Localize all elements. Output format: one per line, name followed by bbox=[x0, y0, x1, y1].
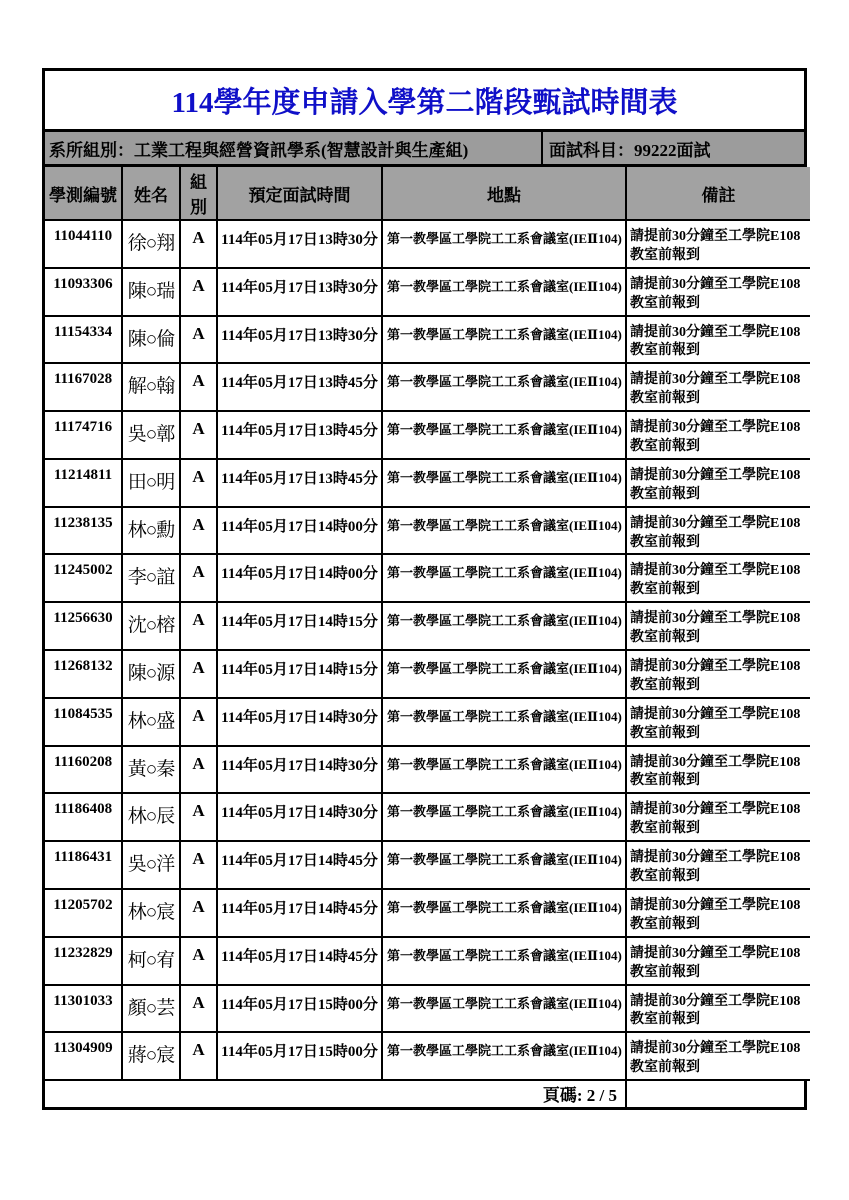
location-cell: 第一教學區工學院工工系會議室(IEⅡ104) bbox=[382, 985, 626, 1033]
name-cell: 解○翰 bbox=[122, 363, 180, 411]
exam-id-cell: 11214811 bbox=[45, 459, 122, 507]
note-cell: 請提前30分鐘至工學院E108教室前報到 bbox=[626, 698, 810, 746]
footer-row bbox=[45, 1080, 810, 1107]
table-row bbox=[45, 459, 810, 507]
time-cell: 114年05月17日14時15分 bbox=[217, 602, 382, 650]
note-cell: 請提前30分鐘至工學院E108教室前報到 bbox=[626, 411, 810, 459]
name-cell: 徐○翔 bbox=[122, 220, 180, 268]
page-title: 114學年度申請入學第二階段甄試時間表 bbox=[171, 86, 678, 119]
title-band bbox=[45, 71, 804, 129]
exam-id-cell: 11093306 bbox=[45, 268, 122, 316]
name-cell: 林○盛 bbox=[122, 698, 180, 746]
table-row bbox=[45, 793, 810, 841]
note-cell: 請提前30分鐘至工學院E108教室前報到 bbox=[626, 985, 810, 1033]
name-cell: 沈○榕 bbox=[122, 602, 180, 650]
table-row bbox=[45, 698, 810, 746]
group-cell: A bbox=[180, 459, 217, 507]
time-cell: 114年05月17日14時15分 bbox=[217, 650, 382, 698]
exam-id-cell: 11232829 bbox=[45, 937, 122, 985]
schedule-body bbox=[45, 220, 810, 1080]
note-cell: 請提前30分鐘至工學院E108教室前報到 bbox=[626, 554, 810, 602]
location-cell: 第一教學區工學院工工系會議室(IEⅡ104) bbox=[382, 937, 626, 985]
exam-id-cell: 11256630 bbox=[45, 602, 122, 650]
location-cell: 第一教學區工學院工工系會議室(IEⅡ104) bbox=[382, 793, 626, 841]
location-cell: 第一教學區工學院工工系會議室(IEⅡ104) bbox=[382, 507, 626, 555]
table-row bbox=[45, 985, 810, 1033]
column-header-location: 地點 bbox=[382, 167, 626, 220]
group-cell: A bbox=[180, 698, 217, 746]
group-cell: A bbox=[180, 220, 217, 268]
table-row bbox=[45, 937, 810, 985]
exam-id-cell: 11167028 bbox=[45, 363, 122, 411]
location-cell: 第一教學區工學院工工系會議室(IEⅡ104) bbox=[382, 841, 626, 889]
time-cell: 114年05月17日14時45分 bbox=[217, 841, 382, 889]
name-cell: 吳○鄣 bbox=[122, 411, 180, 459]
column-header-time: 預定面試時間 bbox=[217, 167, 382, 220]
column-header-group: 組別 bbox=[180, 167, 217, 220]
exam-id-cell: 11186408 bbox=[45, 793, 122, 841]
table-row bbox=[45, 841, 810, 889]
interview-subject-label: 面試科目：99222面試 bbox=[549, 140, 711, 160]
department-group-label: 系所組別：工業工程與經營資訊學系(智慧設計與生產組) bbox=[45, 132, 543, 164]
group-cell: A bbox=[180, 363, 217, 411]
table-row bbox=[45, 316, 810, 364]
column-header-exam-id: 學測編號 bbox=[45, 167, 122, 220]
time-cell: 114年05月17日13時30分 bbox=[217, 316, 382, 364]
time-cell: 114年05月17日13時45分 bbox=[217, 459, 382, 507]
note-cell: 請提前30分鐘至工學院E108教室前報到 bbox=[626, 650, 810, 698]
table-row bbox=[45, 411, 810, 459]
note-cell: 請提前30分鐘至工學院E108教室前報到 bbox=[626, 459, 810, 507]
exam-id-cell: 11160208 bbox=[45, 746, 122, 794]
location-cell: 第一教學區工學院工工系會議室(IEⅡ104) bbox=[382, 698, 626, 746]
exam-id-cell: 11174716 bbox=[45, 411, 122, 459]
name-cell: 柯○宥 bbox=[122, 937, 180, 985]
time-cell: 114年05月17日14時00分 bbox=[217, 507, 382, 555]
table-row bbox=[45, 650, 810, 698]
group-cell: A bbox=[180, 268, 217, 316]
note-cell: 請提前30分鐘至工學院E108教室前報到 bbox=[626, 1032, 810, 1080]
note-cell: 請提前30分鐘至工學院E108教室前報到 bbox=[626, 889, 810, 937]
name-cell: 顏○芸 bbox=[122, 985, 180, 1033]
group-cell: A bbox=[180, 554, 217, 602]
location-cell: 第一教學區工學院工工系會議室(IEⅡ104) bbox=[382, 602, 626, 650]
exam-id-cell: 11205702 bbox=[45, 889, 122, 937]
group-cell: A bbox=[180, 1032, 217, 1080]
name-cell: 陳○瑞 bbox=[122, 268, 180, 316]
table-row bbox=[45, 363, 810, 411]
exam-id-cell: 11154334 bbox=[45, 316, 122, 364]
note-cell: 請提前30分鐘至工學院E108教室前報到 bbox=[626, 507, 810, 555]
name-cell: 蔣○宸 bbox=[122, 1032, 180, 1080]
page-number-label: 頁碼: 2 / 5 bbox=[45, 1080, 626, 1107]
group-cell: A bbox=[180, 889, 217, 937]
name-cell: 李○誼 bbox=[122, 554, 180, 602]
meta-band bbox=[45, 129, 804, 167]
note-cell: 請提前30分鐘至工學院E108教室前報到 bbox=[626, 363, 810, 411]
name-cell: 林○宸 bbox=[122, 889, 180, 937]
name-cell: 吳○洋 bbox=[122, 841, 180, 889]
location-cell: 第一教學區工學院工工系會議室(IEⅡ104) bbox=[382, 554, 626, 602]
table-row bbox=[45, 602, 810, 650]
time-cell: 114年05月17日14時45分 bbox=[217, 937, 382, 985]
note-cell: 請提前30分鐘至工學院E108教室前報到 bbox=[626, 746, 810, 794]
table-row bbox=[45, 1032, 810, 1080]
group-cell: A bbox=[180, 316, 217, 364]
time-cell: 114年05月17日15時00分 bbox=[217, 1032, 382, 1080]
location-cell: 第一教學區工學院工工系會議室(IEⅡ104) bbox=[382, 316, 626, 364]
note-cell: 請提前30分鐘至工學院E108教室前報到 bbox=[626, 316, 810, 364]
group-cell: A bbox=[180, 793, 217, 841]
group-cell: A bbox=[180, 937, 217, 985]
note-cell: 請提前30分鐘至工學院E108教室前報到 bbox=[626, 937, 810, 985]
location-cell: 第一教學區工學院工工系會議室(IEⅡ104) bbox=[382, 1032, 626, 1080]
exam-id-cell: 11238135 bbox=[45, 507, 122, 555]
exam-id-cell: 11084535 bbox=[45, 698, 122, 746]
exam-id-cell: 11304909 bbox=[45, 1032, 122, 1080]
time-cell: 114年05月17日14時00分 bbox=[217, 554, 382, 602]
table-row bbox=[45, 746, 810, 794]
column-header-name: 姓名 bbox=[122, 167, 180, 220]
time-cell: 114年05月17日14時45分 bbox=[217, 889, 382, 937]
location-cell: 第一教學區工學院工工系會議室(IEⅡ104) bbox=[382, 650, 626, 698]
time-cell: 114年05月17日13時45分 bbox=[217, 411, 382, 459]
location-cell: 第一教學區工學院工工系會議室(IEⅡ104) bbox=[382, 459, 626, 507]
location-cell: 第一教學區工學院工工系會議室(IEⅡ104) bbox=[382, 889, 626, 937]
name-cell: 田○明 bbox=[122, 459, 180, 507]
note-cell: 請提前30分鐘至工學院E108教室前報到 bbox=[626, 793, 810, 841]
time-cell: 114年05月17日13時30分 bbox=[217, 220, 382, 268]
group-cell: A bbox=[180, 985, 217, 1033]
note-cell: 請提前30分鐘至工學院E108教室前報到 bbox=[626, 602, 810, 650]
column-header-note: 備註 bbox=[626, 167, 810, 220]
schedule-sheet bbox=[42, 68, 807, 1110]
time-cell: 114年05月17日14時30分 bbox=[217, 746, 382, 794]
time-cell: 114年05月17日15時00分 bbox=[217, 985, 382, 1033]
footer-empty-cell bbox=[626, 1080, 810, 1107]
table-header bbox=[45, 167, 810, 220]
group-cell: A bbox=[180, 746, 217, 794]
name-cell: 林○勳 bbox=[122, 507, 180, 555]
location-cell: 第一教學區工學院工工系會議室(IEⅡ104) bbox=[382, 363, 626, 411]
location-cell: 第一教學區工學院工工系會議室(IEⅡ104) bbox=[382, 220, 626, 268]
table-row bbox=[45, 220, 810, 268]
note-cell: 請提前30分鐘至工學院E108教室前報到 bbox=[626, 220, 810, 268]
exam-id-cell: 11301033 bbox=[45, 985, 122, 1033]
note-cell: 請提前30分鐘至工學院E108教室前報到 bbox=[626, 841, 810, 889]
time-cell: 114年05月17日14時30分 bbox=[217, 793, 382, 841]
exam-id-cell: 11245002 bbox=[45, 554, 122, 602]
table-row bbox=[45, 268, 810, 316]
note-cell: 請提前30分鐘至工學院E108教室前報到 bbox=[626, 268, 810, 316]
name-cell: 林○辰 bbox=[122, 793, 180, 841]
table-row bbox=[45, 889, 810, 937]
name-cell: 陳○倫 bbox=[122, 316, 180, 364]
group-cell: A bbox=[180, 507, 217, 555]
exam-id-cell: 11186431 bbox=[45, 841, 122, 889]
exam-id-cell: 11044110 bbox=[45, 220, 122, 268]
exam-id-cell: 11268132 bbox=[45, 650, 122, 698]
group-cell: A bbox=[180, 602, 217, 650]
location-cell: 第一教學區工學院工工系會議室(IEⅡ104) bbox=[382, 746, 626, 794]
table-row bbox=[45, 554, 810, 602]
location-cell: 第一教學區工學院工工系會議室(IEⅡ104) bbox=[382, 411, 626, 459]
location-cell: 第一教學區工學院工工系會議室(IEⅡ104) bbox=[382, 268, 626, 316]
interview-schedule-table bbox=[45, 167, 810, 1107]
time-cell: 114年05月17日14時30分 bbox=[217, 698, 382, 746]
group-cell: A bbox=[180, 411, 217, 459]
table-row bbox=[45, 507, 810, 555]
name-cell: 陳○源 bbox=[122, 650, 180, 698]
group-cell: A bbox=[180, 650, 217, 698]
time-cell: 114年05月17日13時30分 bbox=[217, 268, 382, 316]
group-cell: A bbox=[180, 841, 217, 889]
name-cell: 黃○秦 bbox=[122, 746, 180, 794]
time-cell: 114年05月17日13時45分 bbox=[217, 363, 382, 411]
